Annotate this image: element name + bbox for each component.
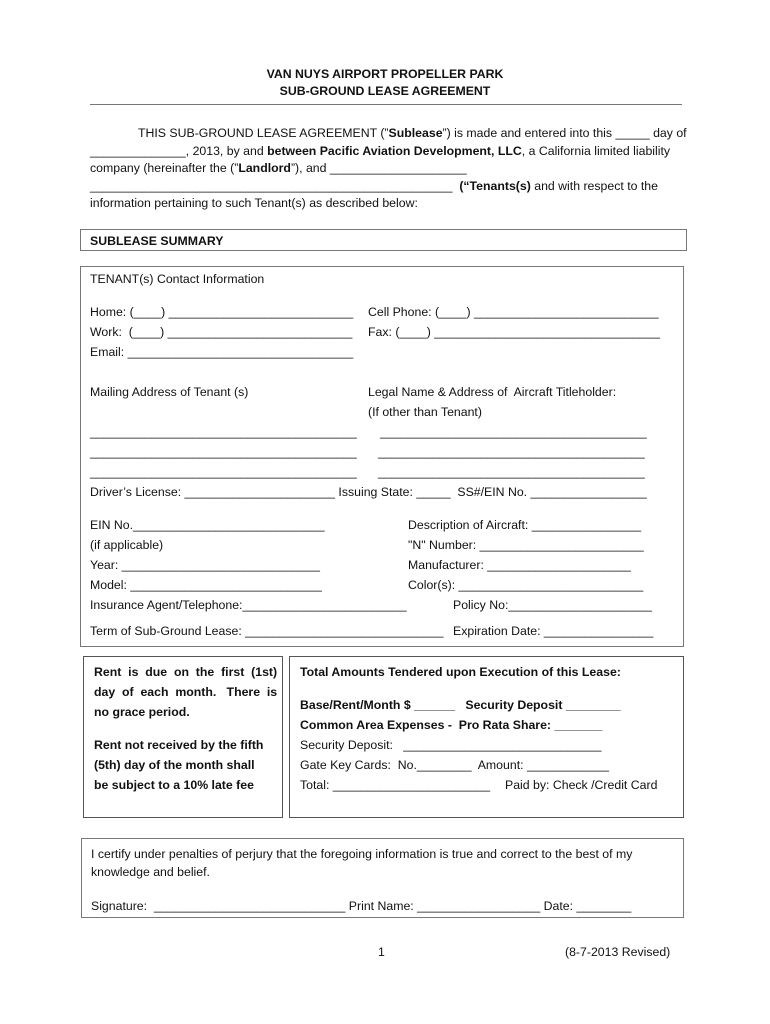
insurance-agent-field[interactable]: Insurance Agent/Telephone:________________________ bbox=[90, 598, 407, 612]
manufacturer-field[interactable]: Manufacturer: _____________________ bbox=[408, 558, 631, 572]
home-phone-field[interactable]: Home: (____) ___________________________ bbox=[90, 305, 354, 319]
rent-notice-line-4: Rent not received by the fifth bbox=[94, 738, 264, 752]
email-field[interactable]: Email: _________________________________ bbox=[90, 345, 354, 359]
titleholder-address-line-1[interactable]: _______________________________________ bbox=[380, 425, 647, 439]
rent-notice-line-1: Rent is due on the first (1st) bbox=[94, 665, 278, 679]
sublease-summary-heading: SUBLEASE SUMMARY bbox=[90, 234, 224, 248]
mailing-address-line-2[interactable]: _______________________________________ bbox=[90, 445, 357, 459]
titleholder-address-line-3[interactable]: _______________________________________ bbox=[378, 465, 645, 479]
page-number: 1 bbox=[378, 945, 385, 959]
rent-notice-line-3: no grace period. bbox=[94, 705, 190, 719]
aircraft-description-field[interactable]: Description of Aircraft: ________________ bbox=[408, 518, 642, 532]
rent-notice-line-6: be subject to a 10% late fee bbox=[94, 778, 254, 792]
mailing-address-label: Mailing Address of Tenant (s) bbox=[90, 385, 249, 399]
drivers-license-row[interactable]: Driver’s License: ______________________ Issuing State: _____ SS#/EIN No. _________________ bbox=[90, 485, 647, 499]
fax-field[interactable]: Fax: (____) _________________________________ bbox=[368, 325, 660, 339]
colors-field[interactable]: Color(s): ___________________________ bbox=[408, 578, 644, 592]
n-number-field[interactable]: "N" Number: ________________________ bbox=[408, 538, 644, 552]
intro-line-5: information pertaining to such Tenant(s) as described below: bbox=[90, 196, 418, 210]
paid-by-field[interactable]: Paid by: Check /Credit Card bbox=[505, 778, 658, 792]
rent-notice-line-2: day of each month. There is bbox=[94, 685, 278, 699]
rent-notice-line-5: (5th) day of the month shall bbox=[94, 758, 255, 772]
mailing-address-line-1[interactable]: _______________________________________ bbox=[90, 425, 357, 439]
header-divider bbox=[90, 104, 682, 105]
totals-heading: Total Amounts Tendered upon Execution of this Lease: bbox=[300, 665, 621, 679]
document-subtitle: SUB-GROUND LEASE AGREEMENT bbox=[279, 84, 491, 98]
ein-note: (if applicable) bbox=[90, 538, 164, 552]
mailing-address-line-3[interactable]: _______________________________________ bbox=[90, 465, 357, 479]
common-area-field[interactable]: Common Area Expenses - Pro Rata Share: _______ bbox=[300, 718, 603, 732]
model-field[interactable]: Model: ____________________________ bbox=[90, 578, 322, 592]
security-deposit-field[interactable]: Security Deposit: _____________________________ bbox=[300, 738, 602, 752]
lease-term-field[interactable]: Term of Sub-Ground Lease: _____________________________ bbox=[90, 624, 444, 638]
signature-row[interactable]: Signature: ____________________________ Print Name: __________________ Date: ________ bbox=[91, 899, 632, 913]
revision-label: (8-7-2013 Revised) bbox=[565, 945, 671, 959]
intro-line-4: _____________________________________________________ (“Tenants(s) and with respect to the bbox=[90, 179, 658, 193]
document-title: VAN NUYS AIRPORT PROPELLER PARK bbox=[266, 67, 504, 81]
titleholder-address-line-2[interactable]: _______________________________________ bbox=[378, 445, 645, 459]
gate-key-cards-field[interactable]: Gate Key Cards: No.________ Amount: ____________ bbox=[300, 758, 610, 772]
total-field[interactable]: Total: _______________________ bbox=[300, 778, 491, 792]
work-phone-field[interactable]: Work: (____) ___________________________ bbox=[90, 325, 353, 339]
policy-number-field[interactable]: Policy No:_____________________ bbox=[453, 598, 652, 612]
titleholder-label: Legal Name & Address of Aircraft Titleholder: bbox=[368, 385, 617, 399]
cell-phone-field[interactable]: Cell Phone: (____) ___________________________ bbox=[368, 305, 659, 319]
expiration-date-field[interactable]: Expiration Date: ________________ bbox=[453, 624, 654, 638]
certification-line-1: I certify under penalties of perjury that the foregoing information is true and correct to the best of my bbox=[91, 847, 633, 861]
certification-line-2: knowledge and belief. bbox=[91, 865, 210, 879]
tenant-info-heading: TENANT(s) Contact Information bbox=[90, 272, 265, 286]
titleholder-note: (If other than Tenant) bbox=[368, 405, 482, 419]
intro-line-2: ______________, 2013, by and between Pacific Aviation Development, LLC, a California limited liability bbox=[90, 144, 671, 158]
year-field[interactable]: Year: _____________________________ bbox=[90, 558, 321, 572]
intro-line-3: company (hereinafter the (”Landlord”), and ____________________ bbox=[90, 161, 467, 175]
ein-field[interactable]: EIN No.____________________________ bbox=[90, 518, 325, 532]
base-rent-field[interactable]: Base/Rent/Month $ ______ Security Deposit ________ bbox=[300, 698, 621, 712]
intro-line-1: THIS SUB-GROUND LEASE AGREEMENT (”Sublease”) is made and entered into this _____ day of bbox=[138, 126, 687, 140]
